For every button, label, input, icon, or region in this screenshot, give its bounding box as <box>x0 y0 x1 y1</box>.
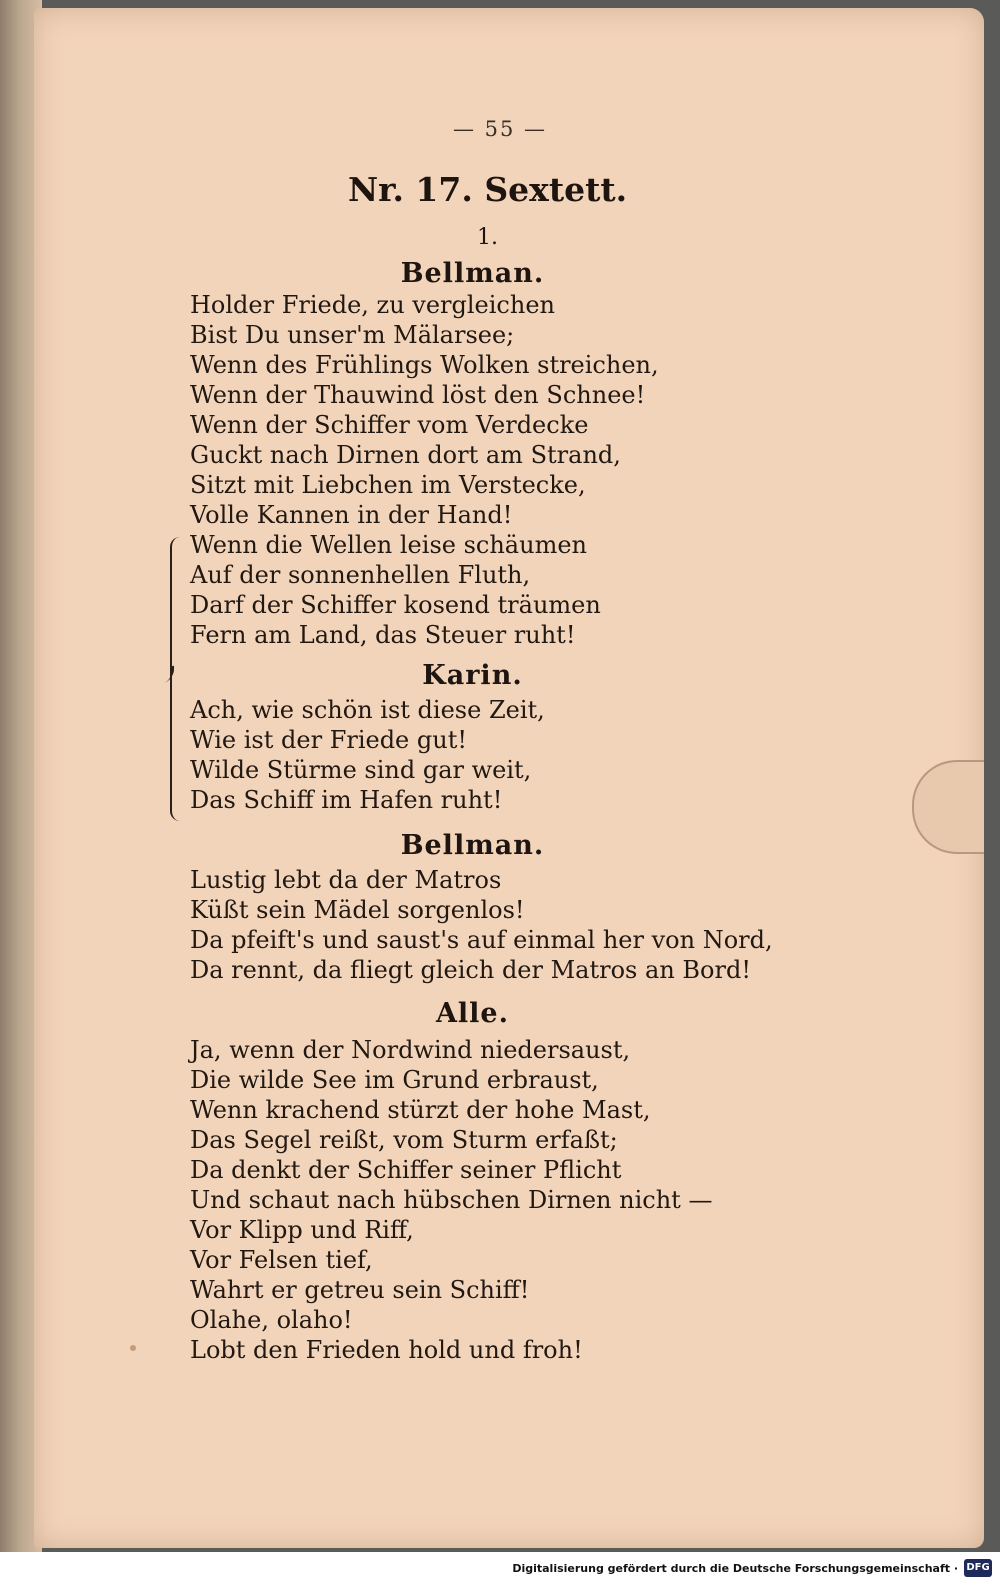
verse-line: Olahe, olaho! <box>190 1306 353 1334</box>
speaker-heading: Karin. <box>422 660 523 691</box>
verse-line: Bist Du unser'm Mälarsee; <box>190 321 515 349</box>
verse-line: Wenn der Schiffer vom Verdecke <box>190 411 589 439</box>
verse-line: Darf der Schiffer kosend träumen <box>190 591 601 619</box>
page-number: — 55 — <box>452 117 548 141</box>
footer-credit: Digitalisierung gefördert durch die Deutsche Forschungsgemeinschaft · <box>512 1562 958 1575</box>
verse-line: Da rennt, da fliegt gleich der Matros an Bord! <box>190 956 751 984</box>
verse-line: Das Segel reißt, vom Sturm erfaßt; <box>190 1126 618 1154</box>
verse-line: Wahrt er getreu sein Schiff! <box>190 1276 530 1304</box>
part-number: 1. <box>477 225 498 250</box>
verse-line: Das Schiff im Hafen ruht! <box>190 786 503 814</box>
paper-stain <box>130 1345 136 1351</box>
speaker-heading: Alle. <box>435 998 510 1029</box>
verse-line: Ja, wenn der Nordwind niedersaust, <box>190 1036 631 1064</box>
verse-line: Küßt sein Mädel sorgenlos! <box>190 896 525 924</box>
digitization-footer <box>0 1552 1000 1588</box>
verse-line: Wenn der Thauwind löst den Schnee! <box>190 381 646 409</box>
verse-block <box>190 865 773 985</box>
verse-line: Vor Felsen tief, <box>190 1246 373 1274</box>
verse-line: Sitzt mit Liebchen im Verstecke, <box>190 471 586 499</box>
speaker-heading: Bellman. <box>400 830 545 861</box>
verse-line: Lustig lebt da der Matros <box>190 866 502 894</box>
verse-line: Wilde Stürme sind gar weit, <box>190 756 532 784</box>
verse-block <box>190 1035 712 1365</box>
verse-line: Auf der sonnenhellen Fluth, <box>190 561 531 589</box>
verse-line: Wie ist der Friede gut! <box>190 726 467 754</box>
speaker-heading: Bellman. <box>400 258 545 289</box>
verse-line: Wenn krachend stürzt der hohe Mast, <box>190 1096 651 1124</box>
verse-line: Volle Kannen in der Hand! <box>190 501 513 529</box>
verse-line: Da pfeift's und saust's auf einmal her von Nord, <box>190 926 773 954</box>
verse-line: Wenn die Wellen leise schäumen <box>190 531 587 559</box>
verse-line: Fern am Land, das Steuer ruht! <box>190 621 576 649</box>
verse-block <box>190 290 659 650</box>
verse-line: Lobt den Frieden hold und froh! <box>190 1336 583 1364</box>
verse-line: Guckt nach Dirnen dort am Strand, <box>190 441 621 469</box>
dfg-logo-icon: DFG <box>964 1559 992 1577</box>
verse-line: Und schaut nach hübschen Dirnen nicht — <box>190 1186 713 1214</box>
verse-line: Da denkt der Schiffer seiner Pflicht <box>190 1156 622 1184</box>
verse-line: Die wilde See im Grund erbraust, <box>190 1066 599 1094</box>
verse-line: Vor Klipp und Riff, <box>190 1216 414 1244</box>
verse-line: Ach, wie schön ist diese Zeit, <box>190 696 545 724</box>
verse-line: Wenn des Frühlings Wolken streichen, <box>190 351 659 379</box>
piece-title: Nr. 17. Sextett. <box>347 170 628 209</box>
verse-line: Holder Friede, zu vergleichen <box>190 291 555 319</box>
verse-block <box>190 695 545 815</box>
